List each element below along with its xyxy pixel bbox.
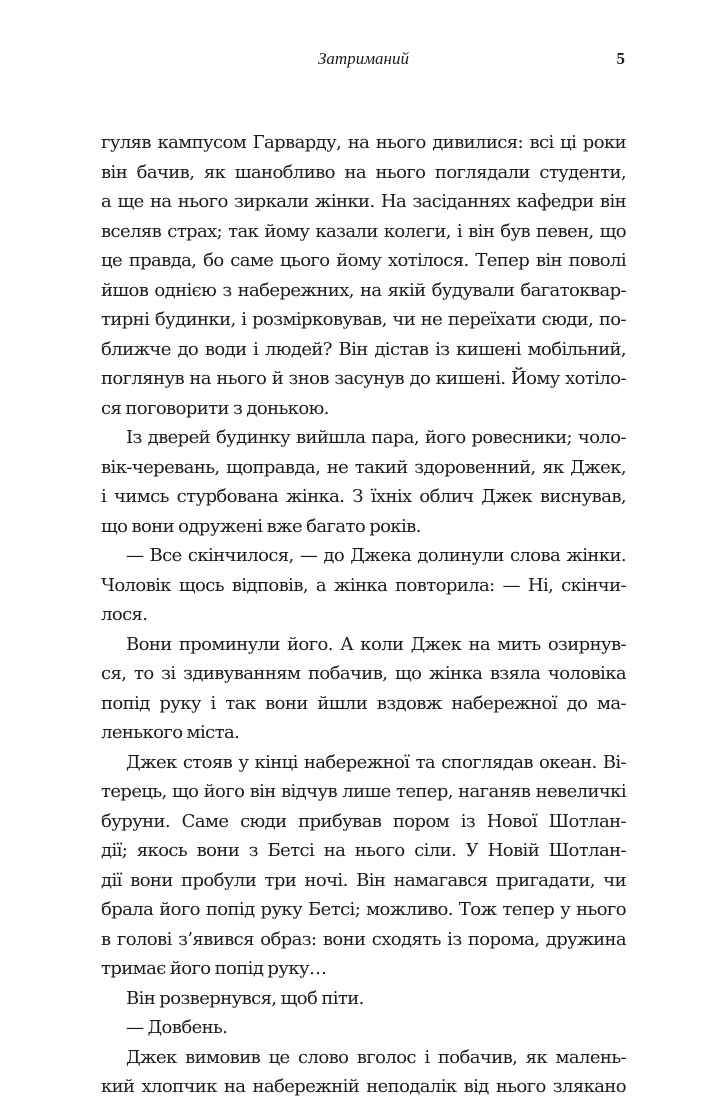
text-line: вік-черевань, щоправда, не такий здоровенний, як Джек, <box>101 456 626 478</box>
text-line: вселяв страх; так йому казали колеги, і він був певен, що <box>101 220 626 242</box>
text-line: йшов однією з набережних, на якій будували багатоквар- <box>101 279 626 301</box>
text-line: поглянув на нього й знов засунув до кишені. Йому хотіло- <box>101 368 626 389</box>
text-line: це правда, бо саме цього йому хотілося. Тепер він поволі <box>101 250 626 271</box>
text-line: Із дверей будинку вийшла пара, його ровесники; чоло- <box>126 427 626 448</box>
text-line: кий хлопчик на набережній неподалік від нього злякано <box>101 1076 626 1097</box>
running-head <box>100 48 627 70</box>
text-line: і чимсь стурбована жінка. З їхніх облич Джек виснував, <box>101 486 626 507</box>
text-line: дії; якось вони з Бетсі на нього сіли. У Новій Шотлан- <box>101 840 626 861</box>
text-line: терець, що його він відчув лише тепер, наганяв невеличкі <box>101 781 626 802</box>
text-line: ближче до води і людей? Він дістав із кишені мобільний, <box>101 338 626 360</box>
text-line: ся, то зі здивуванням побачив, що жінка взяла чоловіка <box>101 663 626 684</box>
text-line: — Довбень. <box>126 1017 228 1038</box>
text-line: ся поговорити з донькою. <box>101 397 329 419</box>
text-line: в голові з’явився образ: вони сходять із порома, дружина <box>101 928 626 950</box>
text-line: Він розвернувся, щоб піти. <box>126 987 364 1009</box>
text-line: гуляв кампусом Гарварду, на нього дивилися: всі ці роки <box>101 132 626 153</box>
text-line: Джек стояв у кінці набережної та споглядав океан. Ві- <box>126 751 626 773</box>
text-line: а ще на нього зиркали жінки. На засіданнях кафедри він <box>101 191 626 212</box>
text-line: тримає його попід руку… <box>101 958 327 979</box>
text-line: буруни. Саме сюди прибував пором із Нової Шотлан- <box>101 810 626 832</box>
running-title: Затриманий <box>318 49 409 68</box>
text-line: лося. <box>101 604 148 625</box>
text-line: ленького міста. <box>101 722 240 743</box>
text-line: Джек вимовив це слово вголос і побачив, як малень- <box>126 1046 626 1068</box>
text-line: Чоловік щось відповів, а жінка повторила: — Ні, скінчи- <box>101 574 626 596</box>
text-line: попід руку і так вони йшли вздовж набережної до ма- <box>101 692 626 714</box>
page-number: 5 <box>616 49 625 68</box>
text-line: що вони одружені вже багато років. <box>101 515 421 537</box>
text-line: дії вони пробули три ночі. Він намагався пригадати, чи <box>101 869 626 891</box>
text-line: — Все скінчилося, — до Джека долинули слова жінки. <box>126 545 626 566</box>
text-line: він бачив, як шанобливо на нього поглядали студенти, <box>101 161 626 183</box>
text-line: тирні будинки, і розмірковував, чи не переїхати сюди, по- <box>101 309 626 330</box>
text-line: брала його попід руку Бетсі; можливо. Тож тепер у нього <box>101 899 626 920</box>
body-text <box>101 128 626 1102</box>
text-line: Вони проминули його. А коли Джек на мить озирнув- <box>126 633 626 655</box>
